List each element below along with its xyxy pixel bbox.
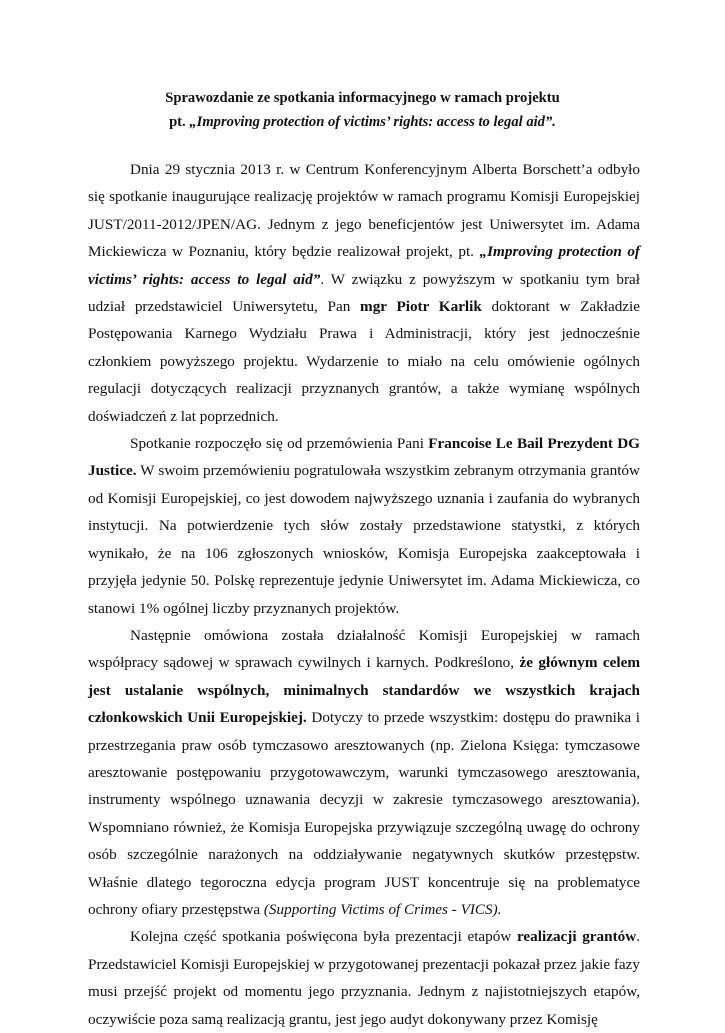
- report-body: [88, 156, 640, 1033]
- emphasis-text: realizacji grantów: [516, 928, 637, 946]
- report-title: [0, 86, 725, 134]
- paragraph: [88, 622, 640, 923]
- text-run: . W związku z powyższym w spotkaniu tym brał udział przedstawiciel Uniwersytetu, Pan: [88, 270, 640, 316]
- project-name: „Improving protection of victims’ rights: access to legal aid”: [88, 243, 640, 288]
- paragraph: [88, 430, 640, 622]
- title-line-2: [0, 110, 725, 134]
- text-run: Spotkanie rozpoczęło się od przemówienia Pani: [130, 435, 429, 453]
- text-run: Dotyczy to przede wszystkim: dostępu do prawnika i przestrzegania praw osób tymczasowo aresztowanych (np. Zielona Księga: tymczasowe aresztowanie postępowaniu przygotowawczym, warunki tymczasowego aresztowania, instrumenty wspólnego uznawania decyzji w zakresie tymczasowego aresztowania). Wspomniano również, że Komisja Europejska przywiązuje szczególną uwagę do ochrony osób szczególnie narażonych na oddziaływanie negatywnych skutków przestępstw. Właśnie dlatego tegoroczna edycja program JUST koncentruje się na problematyce ochrony ofiary przestępstwa: [88, 709, 640, 918]
- paragraph: [88, 156, 640, 430]
- title-prefix: pt.: [169, 114, 190, 130]
- emphasis-text: że głównym celem jest ustalanie wspólnych, minimalnych standardów we wszystkich krajach członkowskich Unii Europejskiej.: [88, 654, 640, 727]
- paragraph: [88, 923, 640, 1033]
- text-run: Dnia 29 stycznia 2013 r. w Centrum Konferencyjnym Alberta Borschett’a odbyło się spotkanie inaugurujące realizację projektów w ramach programu Komisji Europejskiej JUST/2011-2012/JPEN/AG. Jednym z jego beneficjentów jest Uniwersytet im. Adama Mickiewicza w Poznaniu, który będzie realizował projekt, pt.: [88, 161, 640, 261]
- speaker-name: Francoise Le Bail Prezydent DG Justice.: [88, 435, 640, 480]
- text-run: doktorant w Zakładzie Postępowania Karnego Wydziału Prawa i Administracji, który jest jednocześnie członkiem powyższego projektu. Wydarzenie to miało na celu omówienie ogólnych regulacji dotyczących realizacji przyznanych grantów, a także wymianę wspólnych doświadczeń z lat poprzednich.: [88, 298, 640, 425]
- title-line-1: Sprawozdanie ze spotkania informacyjnego w ramach projektu: [165, 90, 560, 106]
- text-run: W swoim przemówieniu pogratulowała wszystkim zebranym otrzymania grantów od Komisji Europejskiej, co jest dowodem najwyższego uznania i zaufania do wybranych instytucji. Na potwierdzenie tych słów zostały przedstawione statystki, z których wynikało, że na 106 zgłoszonych wniosków, Komisja Europejska zaakceptowała i przyjęła jedynie 50. Polskę reprezentuje jedynie Uniwersytet im. Adama Mickiewicza, co stanowi 1% ogólnej liczby przyznanych projektów.: [88, 462, 640, 617]
- project-title: „Improving protection of victims’ rights: access to legal aid”.: [189, 114, 556, 130]
- text-run: . Przedstawiciel Komisji Europejskiej w przygotowanej prezentacji pokazał przez jakie fazy musi przejść projekt od momentu jego przyznania. Jednym z najistotniejszych etapów, oczywiście poza samą realizacją grantu, jest jego audyt dokonywany przez Komisję: [88, 928, 641, 1028]
- text-run: Kolejna część spotkania poświęcona była prezentacji etapów: [130, 928, 517, 946]
- italic-text: (Supporting Victims of Crimes - VICS).: [263, 900, 502, 918]
- text-run: Następnie omówiona została działalność Komisji Europejskiej w ramach współpracy sądowej w sprawach cywilnych i karnych. Podkreślono,: [88, 626, 640, 672]
- participant-name: mgr Piotr Karlik: [360, 298, 482, 316]
